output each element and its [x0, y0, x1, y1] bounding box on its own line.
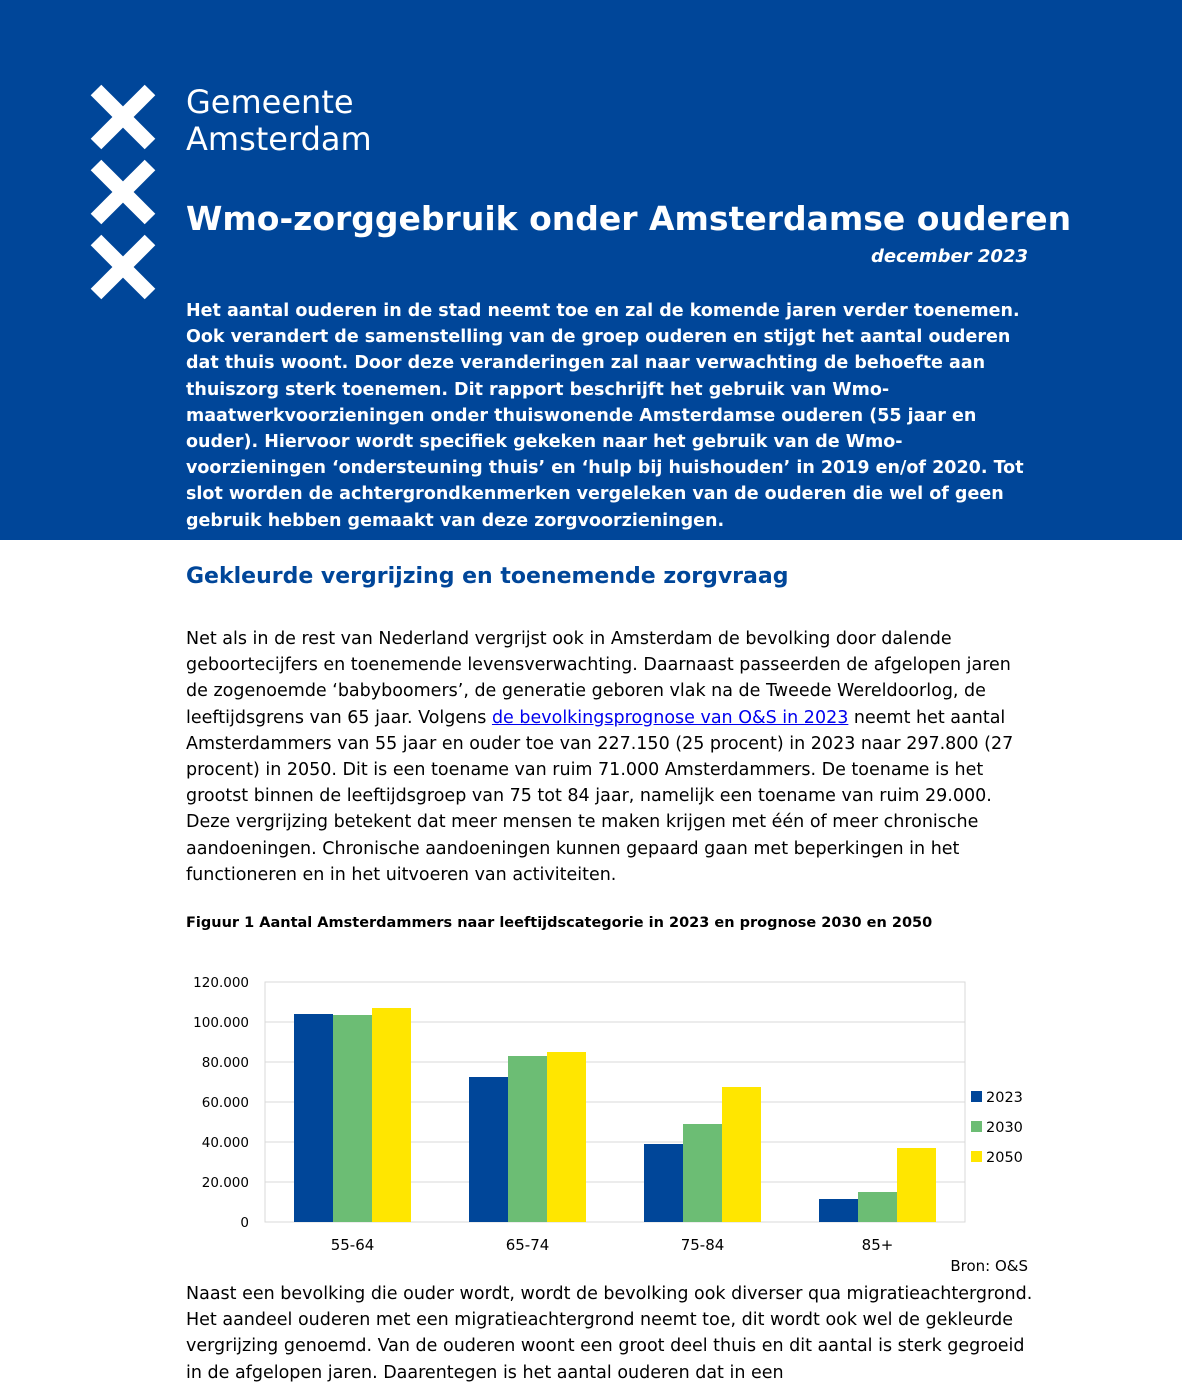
- legend-label: 2030: [986, 1120, 1023, 1136]
- org-line-2: Amsterdam: [186, 120, 372, 158]
- bar-2023-75-84: [644, 1144, 683, 1222]
- x-tick-label: 55-64: [330, 1236, 375, 1254]
- section-heading: Gekleurde vergrijzing en toenemende zorgvraag: [186, 564, 789, 589]
- legend-label: 2050: [986, 1150, 1023, 1166]
- y-tick-label: 80.000: [201, 1055, 249, 1071]
- bar-2023-85+: [819, 1199, 858, 1222]
- y-tick-label: 0: [240, 1215, 249, 1231]
- bar-2023-65-74: [469, 1077, 508, 1222]
- population-bar-chart: [180, 960, 1040, 1260]
- y-tick-label: 60.000: [201, 1095, 249, 1111]
- paragraph-1-text-a: Net als in de rest van Nederland vergrijst ook in Amsterdam de bevolking door dalende geboortecijfers en toenemende levensverwachting. Daarnaast passeerden de afgelopen jaren de zogenoemde ‘babyboomers’, de generatie geboren vlak na de Tweede Wereldoorlog, de leeftijdsgrens van 65 jaar. Volgens: [186, 629, 1011, 728]
- header-banner: [0, 0, 1182, 540]
- bar-2030-55-64: [333, 1015, 372, 1222]
- bar-2050-65-74: [547, 1052, 586, 1222]
- figure-caption: Figuur 1 Aantal Amsterdammers naar leeftijdscategorie in 2023 en prognose 2030 en 2050: [186, 915, 933, 931]
- organization-name: [186, 84, 372, 158]
- paragraph-2: Naast een bevolking die ouder wordt, wordt de bevolking ook diverser qua migratieachtergrond. Het aandeel ouderen met een migratieachtergrond neemt toe, dit wordt ook wel de gekleurde vergrijzing genoemd. Van de ouderen woont een groot deel thuis en dit aantal is sterk gegroeid in de afgelopen jaren. Daarentegen is het aantal ouderen dat in een: [186, 1284, 1033, 1383]
- bar-2050-75-84: [722, 1087, 761, 1222]
- page-title: Wmo-zorggebruik onder Amsterdamse ouderen: [186, 199, 1072, 238]
- x-tick-label: 75-84: [680, 1236, 725, 1254]
- paragraph-1: [186, 626, 1036, 888]
- legend-swatch: [971, 1091, 982, 1102]
- org-line-1: Gemeente: [186, 83, 354, 121]
- amsterdam-xxx-logo-icon: [90, 84, 156, 300]
- y-tick-label: 40.000: [201, 1135, 249, 1151]
- legend-label: 2023: [986, 1090, 1023, 1106]
- bar-2030-75-84: [683, 1124, 722, 1222]
- x-tick-label: 85+: [861, 1236, 894, 1254]
- bar-2030-85+: [858, 1192, 897, 1222]
- paragraph-1-text-b: neemt het aantal Amsterdammers van 55 jaar en ouder toe van 227.150 (25 procent) in 2023 naar 297.800 (27 procent) in 2050. Dit is een toename van ruim 71.000 Amsterdammers. De toename is het grootst binnen de leeftijdsgroep van 75 tot 84 jaar, namelijk een toename van ruim 29.000. Deze vergrijzing betekent dat meer mensen te maken krijgen met één of meer chronische aandoeningen. Chronische aandoeningen kunnen gepaard gaan met beperkingen in het functioneren en in het uitvoeren van activiteiten.: [186, 707, 1014, 885]
- y-tick-label: 100.000: [193, 1015, 249, 1031]
- x-tick-label: 65-74: [505, 1236, 550, 1254]
- y-tick-label: 120.000: [193, 975, 249, 991]
- publication-date: december 2023: [870, 246, 1028, 267]
- intro-summary: Het aantal ouderen in de stad neemt toe en zal de komende jaren verder toenemen. Ook verandert de samenstelling van de groep ouderen en stijgt het aantal ouderen dat thuis woont. Door deze veranderingen zal naar verwachting de behoefte aan thuiszorg sterk toenemen. Dit rapport beschrijft het gebruik van Wmo-maatwerkvoorzieningen onder thuiswonende Amsterdamse ouderen (55 jaar en ouder). Hiervoor wordt specifiek gekeken naar het gebruik van de Wmo-voorzieningen ‘ondersteuning thuis’ en ‘hulp bij huishouden’ in 2019 en/of 2020. Tot slot worden de achtergrondkenmerken vergeleken van de ouderen die wel of geen gebruik hebben gemaakt van deze zorgvoorzieningen.: [186, 301, 1024, 531]
- bar-2023-55-64: [294, 1014, 333, 1222]
- population-forecast-link[interactable]: de bevolkingsprognose van O&S in 2023: [491, 707, 849, 728]
- bar-2050-55-64: [372, 1008, 411, 1222]
- legend-swatch: [971, 1121, 982, 1132]
- bar-2050-85+: [897, 1148, 936, 1222]
- bar-2030-65-74: [508, 1056, 547, 1222]
- legend-swatch: [971, 1151, 982, 1162]
- y-tick-label: 20.000: [201, 1175, 249, 1191]
- figure-source: Bron: O&S: [950, 1257, 1028, 1275]
